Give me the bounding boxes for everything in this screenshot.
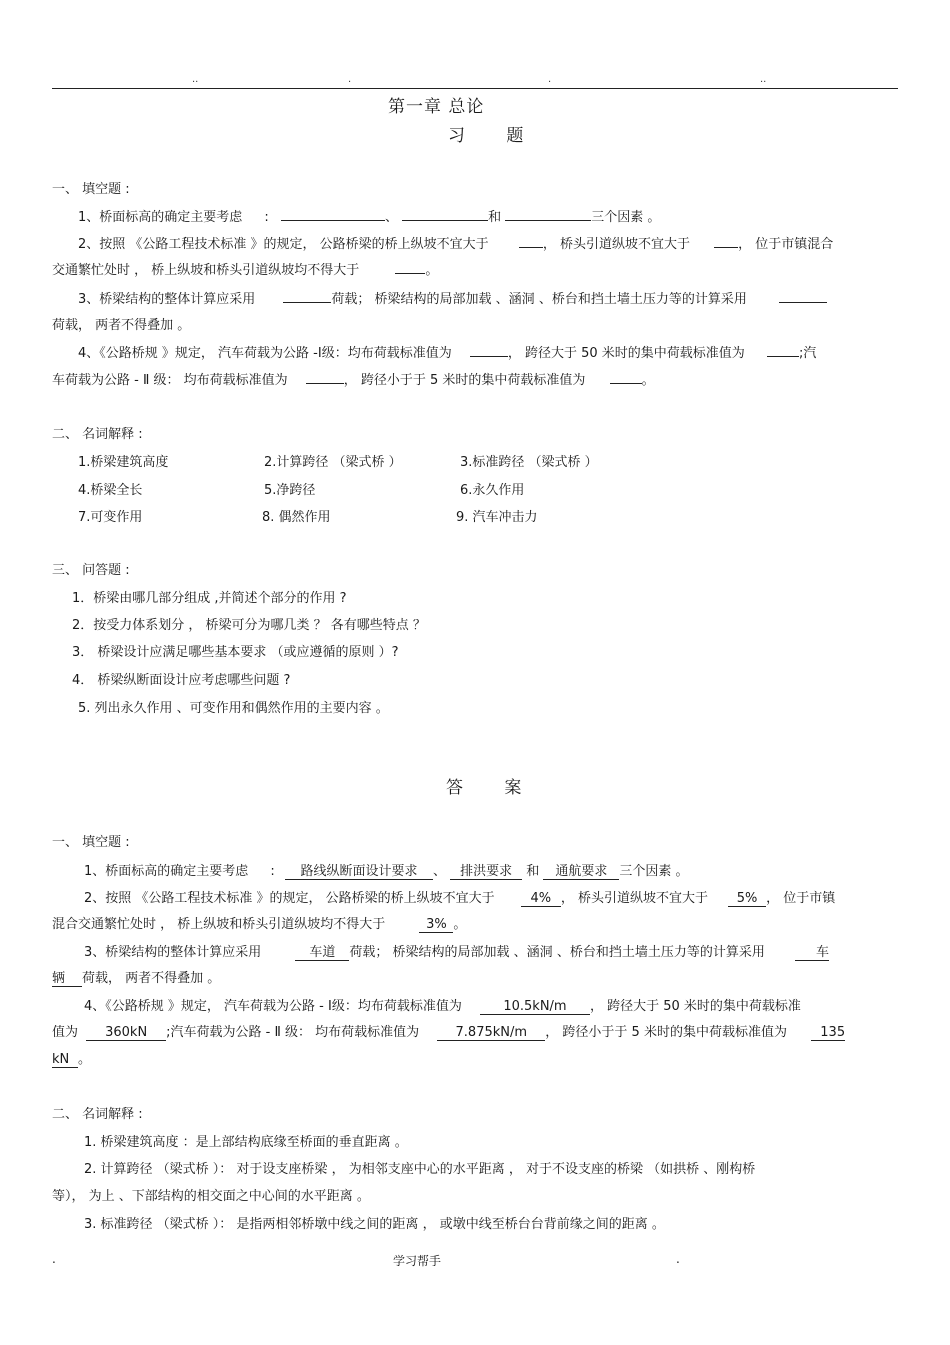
answer-value: 排洪要求 [450,864,522,880]
fill-q3: 3、桥梁结构的整体计算应采用 荷载； 桥梁结构的局部加载 、涵洞 、桥台和挡土墙土压力等的计算采用 [78,288,827,307]
answers-fill-q1: 1、桥面标高的确定主要考虑 : 路线纵断面设计要求 、 排洪要求 和 通航要求 三个因素 。 [84,864,689,879]
answers-fill-q2-cont: 混合交通繁忙处时 ， 桥上纵坡和桥头引道纵坡均不得大于 3% 。 [52,917,467,932]
blank[interactable] [505,206,591,221]
blank[interactable] [779,288,827,303]
footer-left: . [52,1252,56,1266]
fill-q1: 1、桥面标高的确定主要考虑 : 、 和 三个因素 。 [78,206,660,225]
answer-value: 通航要求 [543,864,619,880]
blank[interactable] [470,342,508,357]
term-item: 5.净跨径 [264,483,316,498]
answers-fill-q4-cont2: kN 。 [52,1052,92,1067]
term-item: 4.桥梁全长 [78,483,143,498]
fill-heading: 一、 填空题 : [52,182,130,197]
fill-q3-cont: 荷载， 两者不得叠加 。 [52,318,191,333]
answers-fill-q3: 3、桥梁结构的整体计算应采用 车道 荷载； 桥梁结构的局部加载 、涵洞 、桥台和挡土墙土压力等的计算采用 车 [84,945,829,960]
qa-heading: 三、 问答题 : [52,563,130,578]
header-dot: .. [760,74,767,85]
fill-q4: 4、《公路桥规 》规定， 汽车荷载为公路 -Ⅰ级：均布荷载标准值为 ， 跨径大于 50 米时的集中荷载标准值为 ;汽 [78,342,816,361]
chapter-title: 第一章 总论 [388,97,485,117]
answers-terms-heading: 二、 名词解释 : [52,1107,143,1122]
term-item: 2.计算跨径 （梁式桥 ） [264,455,402,470]
blank[interactable] [395,259,425,274]
answer-value: 135 [811,1025,845,1041]
blank[interactable] [714,233,738,248]
term-item: 3.标准跨径 （梁式桥 ） [460,455,598,470]
answers-fill-heading: 一、 填空题 : [52,835,130,850]
term-item: 6.永久作用 [460,483,525,498]
answer-value: kN [52,1052,78,1068]
header-dot: .. [192,74,199,85]
blank[interactable] [283,288,331,303]
qa-item: 1．桥梁由哪几部分组成 ,并简述个部分的作用 ? [72,591,347,606]
blank[interactable] [610,369,642,384]
blank[interactable] [519,233,543,248]
chapter-subtitle: 习 题 [448,126,542,146]
blank[interactable] [767,342,799,357]
header-dot: . [548,74,552,85]
fill-q2-cont: 交通繁忙处时 ， 桥上纵坡和桥头引道纵坡均不得大于 。 [52,259,438,278]
answer-value: 10.5kN/m [480,999,590,1015]
answers-fill-q4-cont: 值为 360kN ;汽车荷载为公路 - Ⅱ 级： 均布荷载标准值为 7.875kN/m ， 跨径小于于 5 米时的集中荷载标准值为 135 [52,1025,846,1040]
answers-fill-q2: 2、按照 《公路工程技术标准 》的规定， 公路桥梁的桥上纵坡不宜大于 4% ， 桥头引道纵坡不宜大于 5% ， 位于市镇 [84,891,836,906]
qa-item: 2．按受力体系划分 ， 桥梁可分为哪几类 ？ 各有哪些特点 ？ [72,618,426,633]
blank[interactable] [306,369,344,384]
answer-value: 辆 [52,971,82,987]
blank[interactable] [281,206,385,221]
terms-heading: 二、 名词解释 : [52,427,143,442]
qa-item: 3． 桥梁设计应满足哪些基本要求 （或应遵循的原则 ）? [72,645,399,660]
blank[interactable] [402,206,488,221]
answer-value: 360kN [86,1025,166,1041]
answer-term: 1. 桥梁建筑高度 ：是上部结构底缘至桥面的垂直距离 。 [84,1135,408,1150]
header-dot: . [348,74,352,85]
answer-value: 4% [521,891,561,907]
header-rule [52,88,898,89]
footer-center: 学习帮手 [393,1254,442,1268]
term-item: 9. 汽车冲击力 [456,510,538,525]
term-item: 1.桥梁建筑高度 [78,455,169,470]
answer-value: 车道 [295,945,349,961]
answer-term-cont: 等）， 为上 、下部结构的相交面之中心间的水平距离 。 [52,1189,370,1204]
answer-value: 5% [728,891,766,907]
answer-value: 3% [419,917,453,933]
answers-fill-q4: 4、《公路桥规 》规定， 汽车荷载为公路 - Ⅰ级：均布荷载标准值为 10.5kN/m ， 跨径大于 50 米时的集中荷载标准 [84,999,801,1014]
fill-q4-cont: 车荷载为公路 - Ⅱ 级： 均布荷载标准值为 ， 跨径小于于 5 米时的集中荷载标准值为 。 [52,369,655,388]
answer-term: 2. 计算跨径 （梁式桥 ）： 对于设支座桥梁 ， 为相邻支座中心的水平距离 ， 对于不设支座的桥梁 （如拱桥 、刚构桥 [84,1162,756,1177]
answers-title: 答 案 [446,778,540,798]
answers-fill-q3-cont: 辆 荷载， 两者不得叠加 。 [52,971,221,986]
footer-right: . [676,1252,680,1266]
qa-item: 4． 桥梁纵断面设计应考虑哪些问题 ? [72,673,291,688]
answer-value: 7.875kN/m [437,1025,545,1041]
fill-q2: 2、按照 《公路工程技术标准 》的规定， 公路桥梁的桥上纵坡不宜大于 ， 桥头引道纵坡不宜大于 ， 位于市镇混合 [78,233,833,252]
answer-term: 3. 标准跨径 （梁式桥 ）： 是指两相邻桥墩中线之间的距离 ， 或墩中线至桥台台背前缘之间的距离 。 [84,1217,665,1232]
answer-value: 路线纵断面设计要求 [285,864,433,880]
answer-value: 车 [795,945,829,961]
term-item: 8. 偶然作用 [262,510,331,525]
qa-item: 5. 列出永久作用 、可变作用和偶然作用的主要内容 。 [78,701,389,716]
term-item: 7.可变作用 [78,510,143,525]
